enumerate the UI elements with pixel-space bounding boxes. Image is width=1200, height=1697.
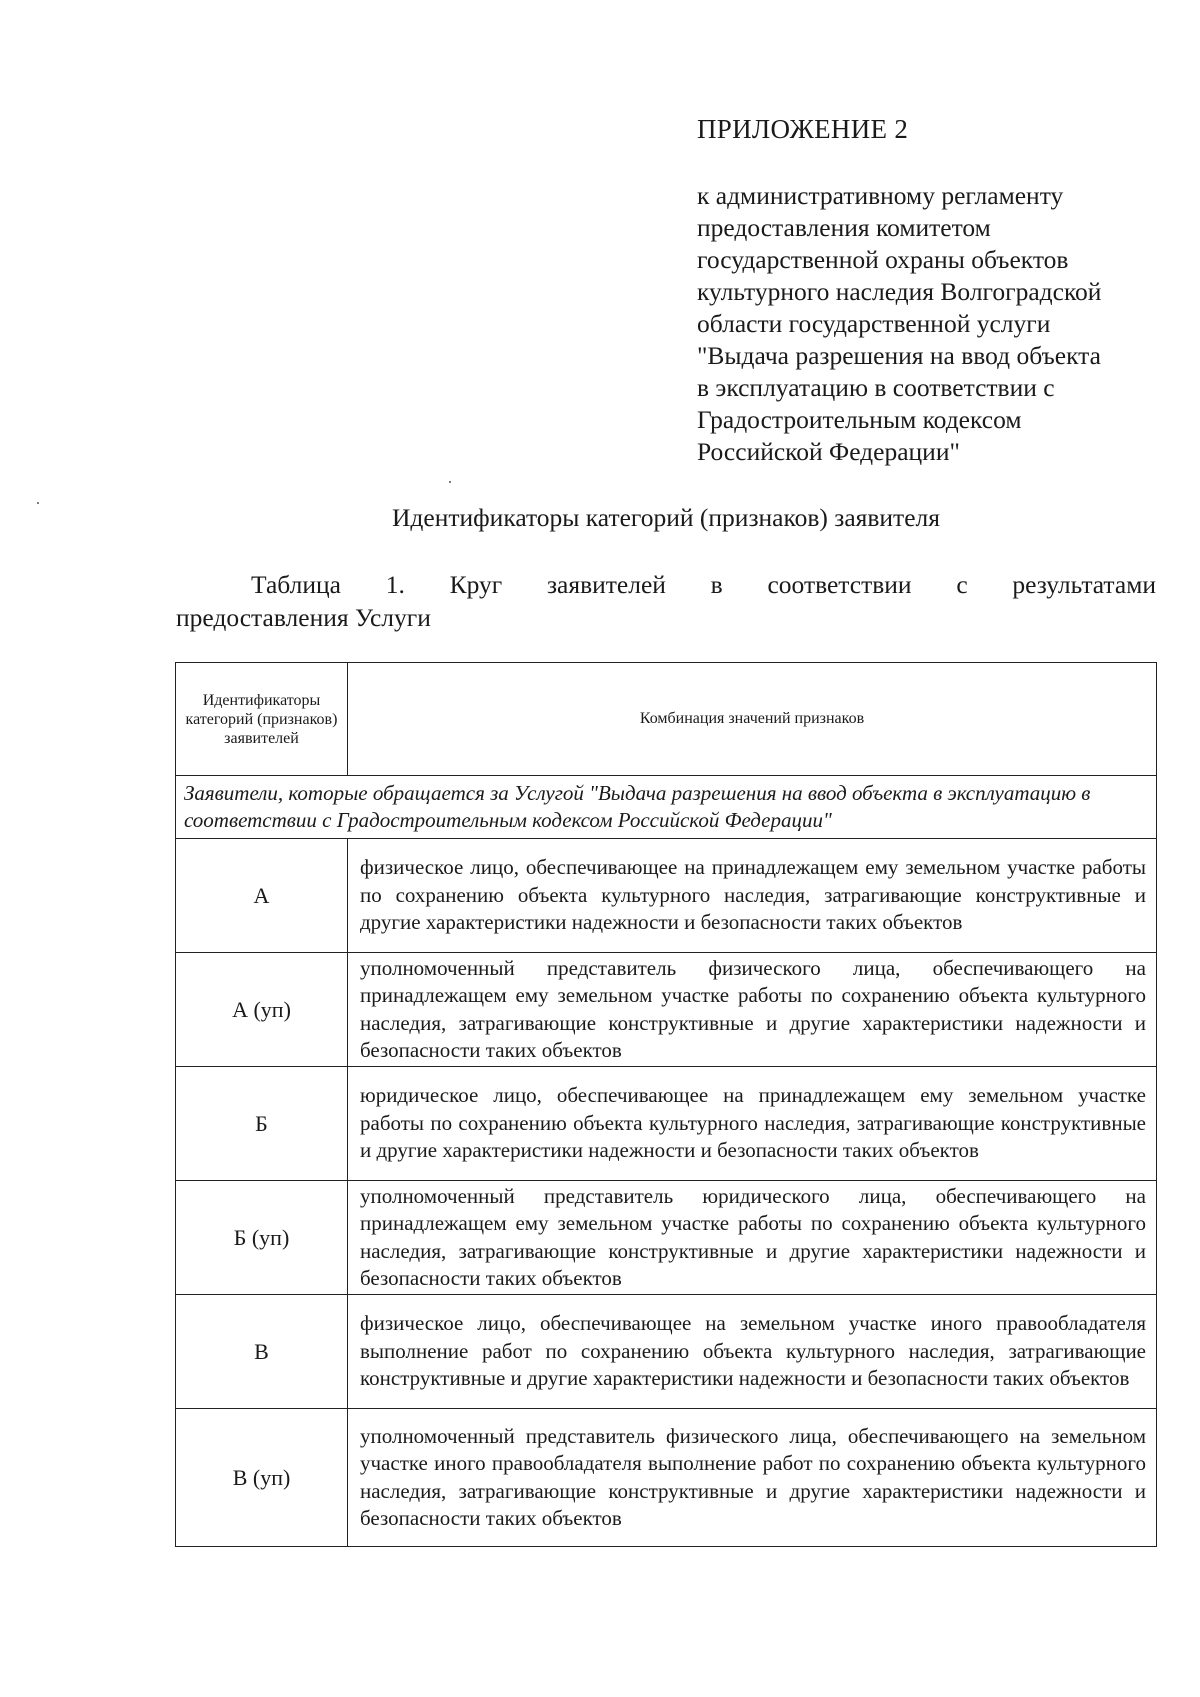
caption-word: 1. (385, 570, 405, 599)
appendix-subtitle (697, 180, 1167, 468)
table-row (176, 839, 1157, 953)
row-description: физическое лицо, обеспечивающее на земельном участке иного правообладателя выполнение работ по сохранению объекта культурного наследия, затрагивающие конструктивные и другие характеристики надежности и безопасности таких объектов (348, 1295, 1157, 1409)
row-description: уполномоченный представитель физического лица, обеспечивающего на принадлежащем ему земельном участке работы по сохранению объекта культурного наследия, затрагивающие конструктивные и другие характеристики надежности и безопасности таких объектов (348, 953, 1157, 1067)
caption-word: результатами (1012, 570, 1156, 599)
row-description: уполномоченный представитель юридического лица, обеспечивающего на принадлежащем ему земельном участке работы по сохранению объекта культурного наследия, затрагивающие конструктивные и другие характеристики надежности и безопасности таких объектов (348, 1181, 1157, 1295)
subtitle-line: в эксплуатацию в соответствии с (697, 373, 1055, 402)
subtitle-line: культурного наследия Волгоградской (697, 277, 1102, 306)
caption-word: заявителей (546, 570, 666, 599)
row-code: В (уп) (176, 1409, 348, 1547)
subtitle-line: предоставления комитетом (697, 213, 991, 242)
table-row (176, 1295, 1157, 1409)
header-combo-cell: Комбинация значений признаков (348, 663, 1157, 776)
header-code-cell: Идентификаторы категорий (признаков) заявителей (176, 663, 348, 776)
table-header-row (176, 663, 1157, 776)
subtitle-line: Российской Федерации" (697, 437, 960, 466)
table-row (176, 1181, 1157, 1295)
row-code: Б (уп) (176, 1181, 348, 1295)
subtitle-line: к административному регламенту (697, 181, 1064, 210)
subtitle-line: "Выдача разрешения на ввод объекта (697, 341, 1101, 370)
subtitle-line: государственной охраны объектов (697, 245, 1069, 274)
caption-word: Таблица (251, 570, 341, 599)
scan-speck (37, 502, 39, 504)
applicant-categories-table (175, 662, 1157, 1547)
row-description: уполномоченный представитель физического лица, обеспечивающего на земельном участке иного правообладателя выполнение работ по сохранению объекта культурного наследия, затрагивающие конструктивные и другие характеристики надежности и безопасности таких объектов (348, 1409, 1157, 1547)
table-row (176, 1067, 1157, 1181)
group-title-row (176, 776, 1157, 839)
caption-word: в (710, 570, 723, 599)
table-row (176, 953, 1157, 1067)
table-caption (176, 568, 1156, 634)
caption-word: с (956, 570, 968, 599)
row-description: физическое лицо, обеспечивающее на принадлежащем ему земельном участке работы по сохранению объекта культурного наследия, затрагивающие конструктивные и другие характеристики надежности и безопасности таких объектов (348, 839, 1157, 953)
group-title-cell (176, 776, 1157, 839)
subtitle-line: Градостроительным кодексом (697, 405, 1022, 434)
subtitle-line: области государственной услуги (697, 309, 1051, 338)
appendix-title: ПРИЛОЖЕНИЕ 2 (697, 114, 909, 144)
row-code: Б (176, 1067, 348, 1181)
scan-speck (449, 481, 451, 483)
section-heading: Идентификаторы категорий (признаков) заявителя (392, 503, 940, 532)
row-description: юридическое лицо, обеспечивающее на принадлежащем ему земельном участке работы по сохранению объекта культурного наследия, затрагивающие конструктивные и другие характеристики надежности и безопасности таких объектов (348, 1067, 1157, 1181)
table-caption-first-line (176, 568, 1156, 601)
caption-word: соответствии (767, 570, 912, 599)
caption-word: Круг (449, 570, 503, 599)
row-code: А (176, 839, 348, 953)
row-code: А (уп) (176, 953, 348, 1067)
row-code: В (176, 1295, 348, 1409)
table-row (176, 1409, 1157, 1547)
table-caption-second-line: предоставления Услуги (176, 603, 431, 632)
group-title-text: Заявители, которые обращается за Услугой "Выдача разрешения на ввод объекта в эксплуатацию в соответствии с Градостроительным кодексом Российской Федерации" (184, 781, 1091, 832)
